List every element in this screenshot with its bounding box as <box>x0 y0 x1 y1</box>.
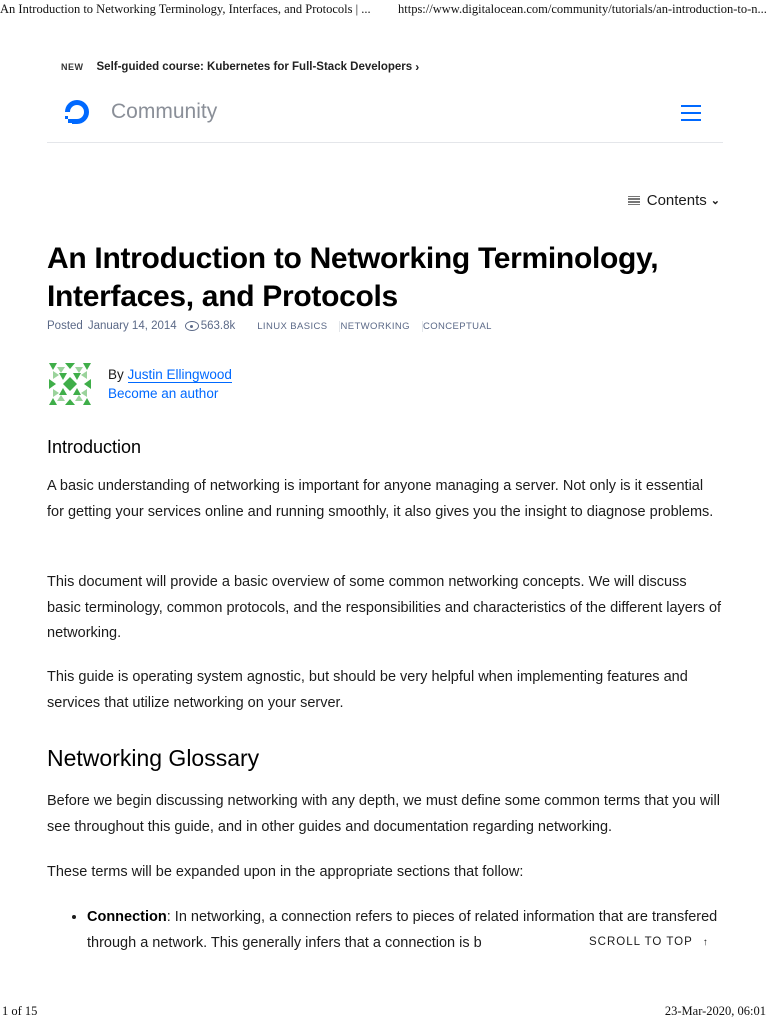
section-heading-glossary: Networking Glossary <box>47 745 260 771</box>
intro-paragraph: A basic understanding of networking is important for anyone managing a server. Not only is it essential for getting your services online and running smoothly, it also gives you the insight to diagnose problems. <box>47 478 714 520</box>
scroll-to-top-button[interactable] <box>578 930 719 954</box>
author-block <box>47 360 232 408</box>
chevron-right-icon: › <box>415 60 420 74</box>
hamburger-menu-icon[interactable] <box>681 105 701 121</box>
glossary-paragraph: Before we begin discussing networking with any depth, we must define some common terms that you will see throughout this guide, and in other guides and documentation regarding networking. <box>47 793 720 835</box>
tag-link[interactable]: CONCEPTUAL <box>422 320 492 332</box>
promo-link-text[interactable]: Self-guided course: Kubernetes for Full-Stack Developers <box>96 61 413 73</box>
promo-banner[interactable] <box>61 58 419 76</box>
term-name: Connection <box>87 909 167 925</box>
glossary-paragraph: These terms will be expanded upon in the appropriate sections that follow: <box>47 864 524 880</box>
contents-label: Contents <box>646 192 707 209</box>
new-badge: NEW <box>61 62 84 72</box>
posted-date: January 14, 2014 <box>87 320 177 332</box>
print-header <box>0 2 768 20</box>
tag-link[interactable]: LINUX BASICS <box>257 320 328 332</box>
by-label: By <box>108 367 124 382</box>
print-date: 23-Mar-2020, 06:01 <box>664 1004 766 1018</box>
article-meta <box>47 320 504 332</box>
top-navigation <box>47 92 723 143</box>
author-name-link[interactable]: Justin Ellingwood <box>127 367 232 382</box>
section-heading-introduction: Introduction <box>47 437 142 457</box>
print-page-number: 1 of 15 <box>2 1004 38 1018</box>
view-count <box>185 320 236 332</box>
print-page-title: An Introduction to Networking Terminology, Interfaces, and Protocols | ... <box>0 2 371 16</box>
term-definition: : In networking, a connection refers to pieces of related information that are transfered through a network. This generally infers that a connection is b <box>87 909 718 951</box>
view-count-value: 563.8k <box>200 320 236 332</box>
contents-toggle[interactable] <box>628 192 720 209</box>
author-info <box>108 365 232 403</box>
intro-paragraph: This document will provide a basic overview of some common networking concepts. We will discuss basic terminology, common protocols, and the responsibilities and characteristics of the different layers of networking. <box>47 574 722 641</box>
author-avatar[interactable] <box>47 361 93 407</box>
become-author-link[interactable]: Become an author <box>108 386 219 401</box>
print-footer <box>0 1004 768 1022</box>
tag-link[interactable]: NETWORKING <box>340 320 410 332</box>
print-page-url: https://www.digitalocean.com/community/tutorials/an-introduction-to-n... <box>398 2 767 16</box>
scroll-to-top-label: SCROLL TO TOP <box>589 936 693 948</box>
eye-icon <box>185 321 199 331</box>
arrow-up-icon: ↑ <box>702 936 709 948</box>
article-title: An Introduction to Networking Terminology, Interfaces, and Protocols <box>47 242 659 313</box>
tag-list <box>257 321 504 332</box>
posted-label: Posted <box>47 320 83 332</box>
intro-paragraph: This guide is operating system agnostic, but should be very helpful when implementing features and services that utilize networking on your server. <box>47 669 688 711</box>
chevron-down-icon: ⌄ <box>710 195 720 207</box>
digitalocean-logo-icon[interactable] <box>62 97 92 127</box>
list-icon <box>628 196 640 206</box>
community-brand-link[interactable]: Community <box>111 100 218 123</box>
